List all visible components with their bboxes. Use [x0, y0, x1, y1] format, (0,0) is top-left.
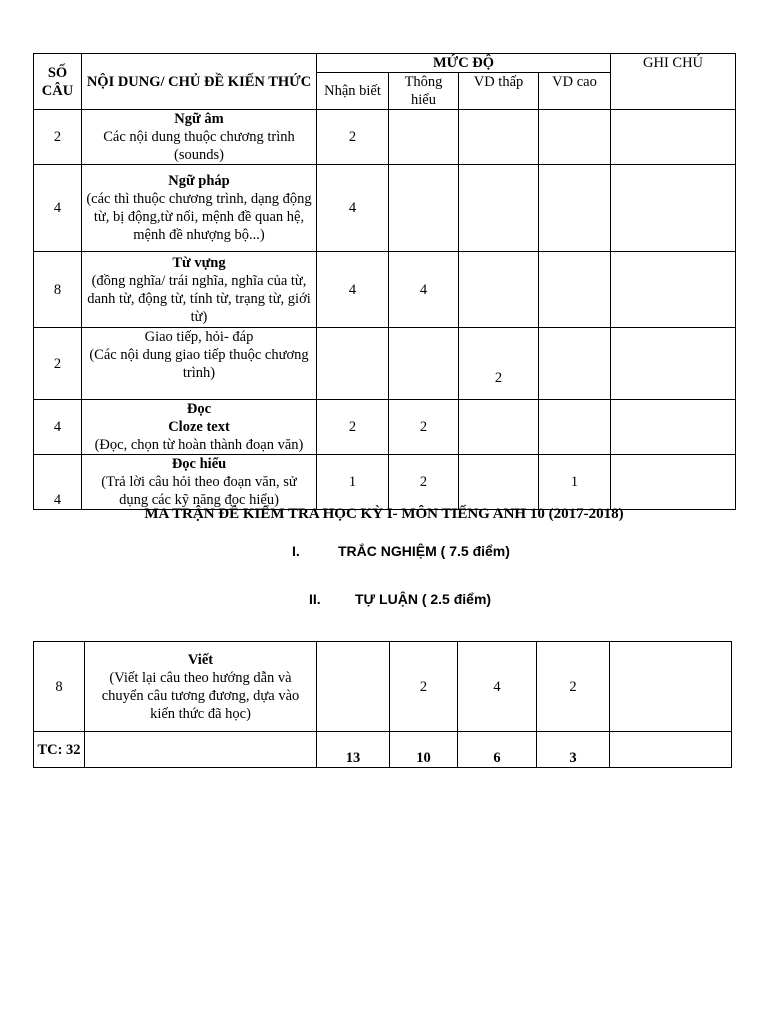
row-desc: (các thì thuộc chương trình, dạng động từ, bị động,từ nối, mệnh đề quan hệ, mệnh đề nhượng bộ...)	[86, 191, 312, 243]
row-content	[82, 328, 317, 400]
cell-ghi-chu	[611, 110, 736, 165]
row-so-cau: 4	[34, 400, 82, 455]
row-desc: (Các nội dung giao tiếp thuộc chương trình)	[89, 347, 309, 381]
cell-ghi-chu	[611, 455, 736, 510]
row-title: Giao tiếp, hỏi- đáp	[144, 329, 254, 345]
cell-thong-hieu	[389, 110, 459, 165]
cell-vd-thap	[459, 110, 539, 165]
row-title: Đọc	[186, 401, 212, 417]
cell-ghi-chu	[611, 165, 736, 252]
row-desc: (Trả lời câu hỏi theo đoạn văn, sử dụng các kỹ năng đọc hiểu)	[101, 474, 297, 508]
header-vd-cao: VD cao	[539, 73, 611, 110]
total-nhan-biet: 13	[317, 732, 390, 768]
cell-vd-cao	[539, 400, 611, 455]
row-content	[82, 252, 317, 328]
row-content	[82, 165, 317, 252]
total-row	[34, 732, 732, 768]
cell-nhan-biet: 2	[317, 110, 389, 165]
document-title: MA TRẬN ĐỀ KIỂM TRA HỌC KỲ I- MÔN TIẾNG ANH 10 (2017-2018)	[144, 506, 624, 522]
cell-thong-hieu: 4	[389, 252, 459, 328]
total-vd-cao: 3	[537, 732, 610, 768]
cell-ghi-chu	[611, 400, 736, 455]
total-label: TC: 32	[34, 732, 85, 768]
row-desc: (đồng nghĩa/ trái nghĩa, nghĩa của từ, danh từ, động từ, tính từ, trạng từ, giới từ)	[87, 272, 311, 325]
total-ghi-chu	[610, 732, 732, 768]
writing-table	[33, 641, 732, 768]
cell-ghi-chu	[611, 328, 736, 400]
header-thong-hieu: Thông hiểu	[389, 73, 459, 110]
cell-vd-thap	[459, 455, 539, 510]
section-tu-luan	[309, 591, 491, 607]
header-ghi-chu: GHI CHÚ	[611, 54, 736, 110]
header-nhan-biet: Nhận biết	[317, 73, 389, 110]
total-thong-hieu: 10	[390, 732, 458, 768]
cell-vd-thap	[459, 252, 539, 328]
header-muc-do: MỨC ĐỘ	[317, 54, 611, 73]
cell-thong-hieu: 2	[389, 400, 459, 455]
row-desc: Các nội dung thuộc chương trình (sounds)	[103, 129, 295, 163]
table-row	[34, 400, 736, 455]
table-row	[34, 165, 736, 252]
row-so-cau: 2	[34, 110, 82, 165]
cell-ghi-chu	[610, 642, 732, 732]
cell-ghi-chu	[611, 252, 736, 328]
cell-vd-cao: 2	[537, 642, 610, 732]
section-label: TRẮC NGHIỆM ( 7.5 điểm)	[338, 543, 510, 559]
cell-thong-hieu: 2	[390, 642, 458, 732]
cell-nhan-biet: 4	[317, 252, 389, 328]
cell-vd-cao: 1	[539, 455, 611, 510]
cell-vd-thap	[459, 400, 539, 455]
row-so-cau: 8	[34, 252, 82, 328]
cell-vd-cao	[539, 110, 611, 165]
cell-nhan-biet: 2	[317, 400, 389, 455]
cell-vd-cao	[539, 328, 611, 400]
row-desc: (Đọc, chọn từ hoàn thành đoạn văn)	[94, 437, 304, 453]
row-title: Ngữ pháp	[168, 173, 230, 189]
row-content	[82, 455, 317, 510]
table-row	[34, 110, 736, 165]
header-so-cau: SỐ CÂU	[34, 54, 82, 110]
cell-nhan-biet: 1	[317, 455, 389, 510]
cell-nhan-biet	[317, 328, 389, 400]
row-content	[82, 400, 317, 455]
total-content	[85, 732, 317, 768]
section-label: TỰ LUẬN ( 2.5 điểm)	[355, 591, 492, 607]
cell-vd-thap: 2	[459, 328, 539, 400]
header-noi-dung: NỘI DUNG/ CHỦ ĐỀ KIẾN THỨC	[82, 54, 317, 110]
row-so-cau: 4	[34, 165, 82, 252]
table-row	[34, 252, 736, 328]
row-subtitle: Cloze text	[168, 419, 230, 435]
section-trac-nghiem	[292, 543, 510, 559]
table-row	[34, 328, 736, 400]
total-vd-thap: 6	[458, 732, 537, 768]
row-title: Đọc hiểu	[171, 456, 227, 472]
cell-vd-cao	[539, 252, 611, 328]
cell-nhan-biet	[317, 642, 390, 732]
cell-nhan-biet: 4	[317, 165, 389, 252]
row-desc: (Viết lại câu theo hướng dẫn và chuyển câu tương đương, dựa vào kiến thức đã học)	[101, 669, 300, 722]
table-row	[34, 455, 736, 510]
matrix-table	[33, 53, 736, 510]
row-content	[85, 642, 317, 732]
cell-vd-thap: 4	[458, 642, 537, 732]
cell-thong-hieu	[389, 328, 459, 400]
section-number: I.	[292, 543, 300, 559]
cell-vd-cao	[539, 165, 611, 252]
row-so-cau: 2	[34, 328, 82, 400]
cell-thong-hieu: 2	[389, 455, 459, 510]
row-so-cau: 4	[34, 455, 82, 510]
row-title: Ngữ âm	[174, 111, 224, 127]
row-title: Từ vựng	[172, 254, 226, 271]
header-vd-thap: VD thấp	[459, 73, 539, 110]
table-row	[34, 642, 732, 732]
row-title: Viết	[187, 651, 214, 668]
cell-vd-thap	[459, 165, 539, 252]
cell-thong-hieu	[389, 165, 459, 252]
row-content	[82, 110, 317, 165]
section-number: II.	[309, 591, 321, 607]
row-so-cau: 8	[34, 642, 85, 732]
